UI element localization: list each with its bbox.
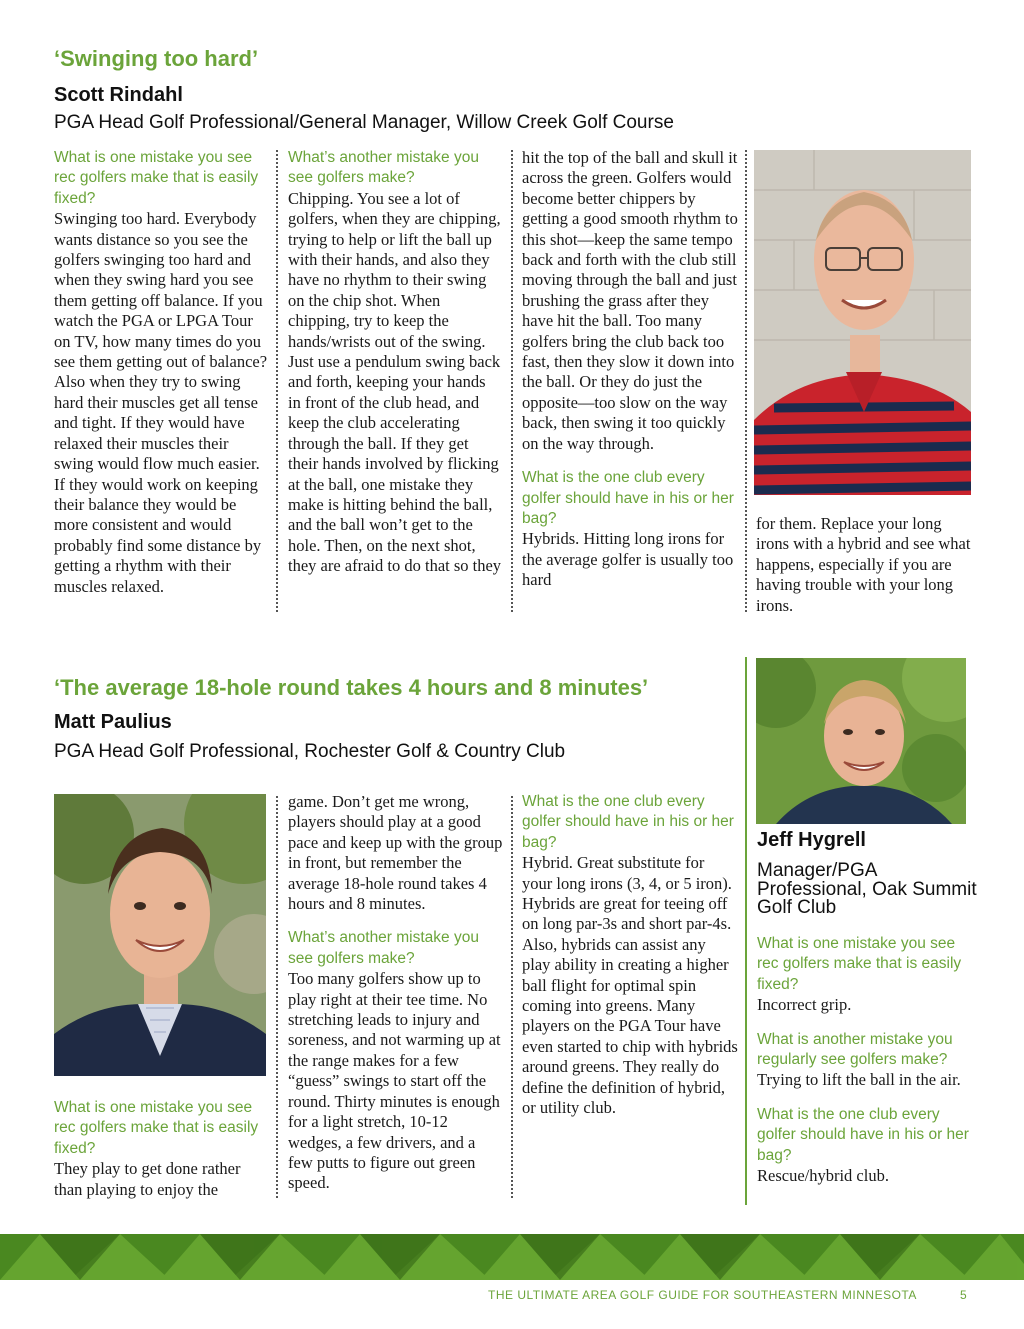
- answer-text: Incorrect grip.: [757, 995, 852, 1015]
- section1-role: PGA Head Golf Professional/General Manager, Willow Creek Golf Course: [54, 112, 674, 133]
- answer-text: Swinging too hard. Everybody wants distance so you see the golfers swinging too hard and when they swing hard you see them getting off balance. If you watch the PGA or LPGA Tour on TV, how many times do you see them getting out of balance? Also when they try to swing hard their muscles get all tense and tight. If they would have relaxed their muscles their swing would flow much easier. If they would work on keeping their balance they would be more consistent and would probably find some distance by getting a rhythm with their muscles relaxed.: [54, 209, 268, 596]
- sidebar-role: Manager/PGA Professional, Oak Summit Golf Club: [757, 860, 977, 918]
- scott-rindahl-photo: [754, 150, 971, 495]
- section1-name: Scott Rindahl: [54, 84, 183, 106]
- jeff-hygrell-photo: [756, 658, 966, 824]
- question-text: What is one mistake you see rec golfers make that is easily fixed?: [54, 149, 259, 207]
- sidebar-qa: [757, 934, 979, 1186]
- question-text: What is the one club every golfer should have in his or her bag?: [522, 469, 734, 527]
- column-divider: [276, 150, 278, 612]
- column-divider: [745, 150, 747, 612]
- section2-role: PGA Head Golf Professional, Rochester Golf & Country Club: [54, 741, 566, 762]
- section2-column-2: [288, 792, 504, 1194]
- answer-text: Trying to lift the ball in the air.: [757, 1070, 961, 1090]
- answer-text: They play to get done rather than playing to enjoy the: [54, 1159, 241, 1199]
- section2-name: Matt Paulius: [54, 711, 172, 733]
- question-text: What’s another mistake you see golfers make?: [288, 929, 479, 967]
- section2-column-1: [54, 1098, 268, 1200]
- answer-text: Hybrid. Great substitute for your long irons (3, 4, or 5 iron). Hybrids are great for teeing off on long par-3s and short par-4s. Also, hybrids can assist any play ability in creating a higher ball flight for optimal spin coming into greens. Many players on the PGA Tour have even started to chip with hybrids around greens. They really do define the definition of hybrid, or utility club.: [522, 853, 738, 1118]
- column-divider: [511, 796, 513, 1198]
- column-divider: [276, 796, 278, 1198]
- question-text: What is one mistake you see rec golfers make that is easily fixed?: [757, 935, 962, 993]
- page-number: 5: [960, 1288, 968, 1302]
- sidebar-name: Jeff Hygrell: [757, 829, 866, 851]
- question-text: What is the one club every golfer should have in his or her bag?: [757, 1105, 969, 1164]
- matt-paulius-photo: [54, 794, 266, 1076]
- section1-column-4: [756, 514, 972, 616]
- question-text: What’s another mistake you see golfers make?: [288, 149, 479, 187]
- column-divider: [511, 150, 513, 612]
- answer-text: Too many golfers show up to play right at their tee time. No stretching leads to injury and soreness, and not warming up at the range makes for a few “guess” swings to start off the round. Thirty minutes is enough for a light stretch, 10-12 wedges, a few drivers, and a few putts to figure out green speed.: [288, 969, 501, 1193]
- section1-column-2: [288, 148, 502, 577]
- section1-column-1: [54, 148, 270, 597]
- answer-text: Rescue/hybrid club.: [757, 1166, 889, 1186]
- question-text: What is another mistake you regularly see golfers make?: [757, 1030, 953, 1069]
- sidebar-divider: [745, 657, 747, 1205]
- answer-text: Hybrids. Hitting long irons for the average golfer is usually too hard: [522, 529, 734, 590]
- question-text: What is one mistake you see rec golfers make that is easily fixed?: [54, 1099, 259, 1157]
- question-text: What is the one club every golfer should have in his or her bag?: [522, 793, 734, 851]
- section1-headline: ‘Swinging too hard’: [54, 46, 259, 71]
- section2-column-3: [522, 792, 738, 1119]
- answer-text: for them. Replace your long irons with a hybrid and see what happens, especially if you are having trouble with your long irons.: [756, 514, 971, 615]
- footer-title: THE ULTIMATE AREA GOLF GUIDE FOR SOUTHEASTERN MINNESOTA: [488, 1288, 917, 1302]
- answer-text: hit the top of the ball and skull it across the green. Golfers would become better chippers by getting a good smooth rhythm to this shot—keep the same tempo back and forth with the club still moving through the ball and just brushing the grass after they have hit the ball. Too many golfers bring the club back too fast, then they slow it down into the ball. Or they do just the opposite—too slow on the way back, then swing it too quickly on the way through.: [522, 148, 738, 453]
- section1-column-3: [522, 148, 738, 591]
- answer-text: Chipping. You see a lot of golfers, when they are chipping, trying to help or lift the ball up with their hands, and also they have no rhythm to their swing on the chip shot. When chipping, try to keep the hands/wrists out of the swing. Just use a pendulum swing back and forth, keeping your hands in front of the club head, and keep the club accelerating through the ball. If they get their hands involved by flicking at the ball, one mistake they make is hitting behind the ball, and the ball won’t get to the hole. Then, on the next shot, they are afraid to do that so they: [288, 188, 502, 576]
- answer-text: game. Don’t get me wrong, players should play at a good pace and keep up with the group in front, but remember the average 18-hole round takes 4 hours and 8 minutes.: [288, 792, 503, 914]
- section2-headline: ‘The average 18-hole round takes 4 hours and 8 minutes’: [54, 675, 649, 700]
- decorative-green-band: [0, 1234, 1024, 1280]
